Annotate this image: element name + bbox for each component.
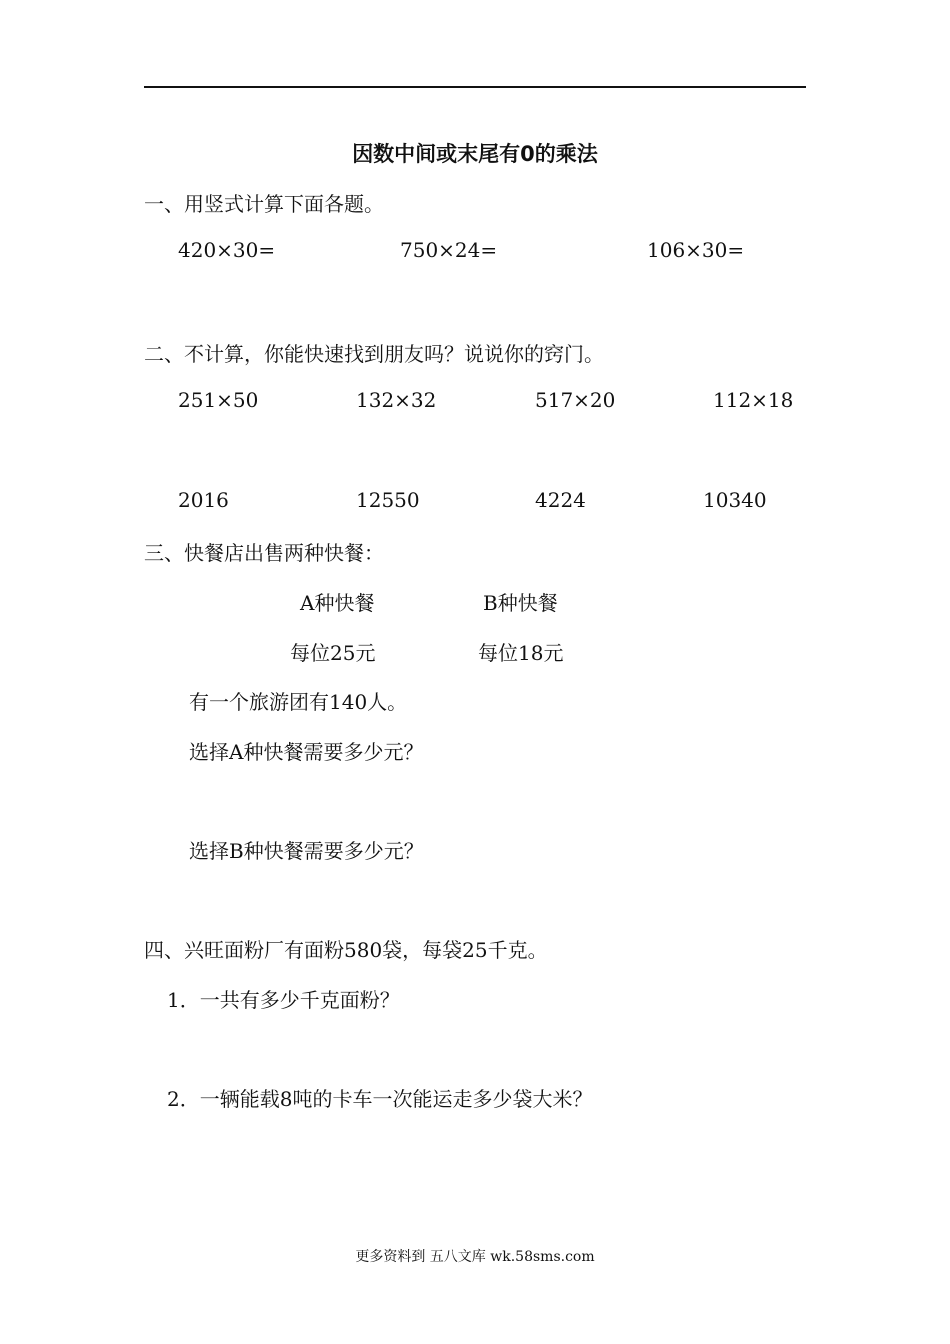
expression-4: 112×18	[713, 388, 794, 412]
problem-1: 420×30=	[178, 238, 276, 262]
meal-a-price: 每位25元	[290, 641, 376, 665]
problem-3: 106×30=	[647, 238, 745, 262]
meal-a-name: A种快餐	[300, 591, 375, 615]
expression-2: 132×32	[356, 388, 437, 412]
section4-heading: 四、兴旺面粉厂有面粉580袋，每袋25千克。	[144, 938, 548, 962]
question-a: 选择A种快餐需要多少元？	[189, 740, 424, 764]
question-2: 2．一辆能载8吨的卡车一次能运走多少袋大米？	[167, 1087, 593, 1111]
meal-b-name: B种快餐	[483, 591, 558, 615]
section3-heading: 三、快餐店出售两种快餐：	[144, 541, 384, 565]
meal-b-price: 每位18元	[478, 641, 564, 665]
footer-text: 更多资料到 五八文库 wk.58sms.com	[355, 1249, 595, 1265]
answer-3: 4224	[535, 488, 586, 512]
question-1: 1．一共有多少千克面粉？	[167, 988, 400, 1012]
answer-2: 12550	[356, 488, 420, 512]
answer-1: 2016	[178, 488, 229, 512]
section1-heading: 一、用竖式计算下面各题。	[144, 192, 384, 216]
header-rule	[144, 86, 806, 88]
question-b: 选择B种快餐需要多少元？	[189, 839, 424, 863]
page-title: 因数中间或末尾有0的乘法	[352, 142, 598, 166]
problem-2: 750×24=	[400, 238, 498, 262]
section2-heading: 二、不计算，你能快速找到朋友吗？说说你的窍门。	[144, 342, 604, 366]
expression-3: 517×20	[535, 388, 616, 412]
tour-group-context: 有一个旅游团有140人。	[189, 690, 408, 714]
expression-1: 251×50	[178, 388, 259, 412]
answer-4: 10340	[703, 488, 767, 512]
